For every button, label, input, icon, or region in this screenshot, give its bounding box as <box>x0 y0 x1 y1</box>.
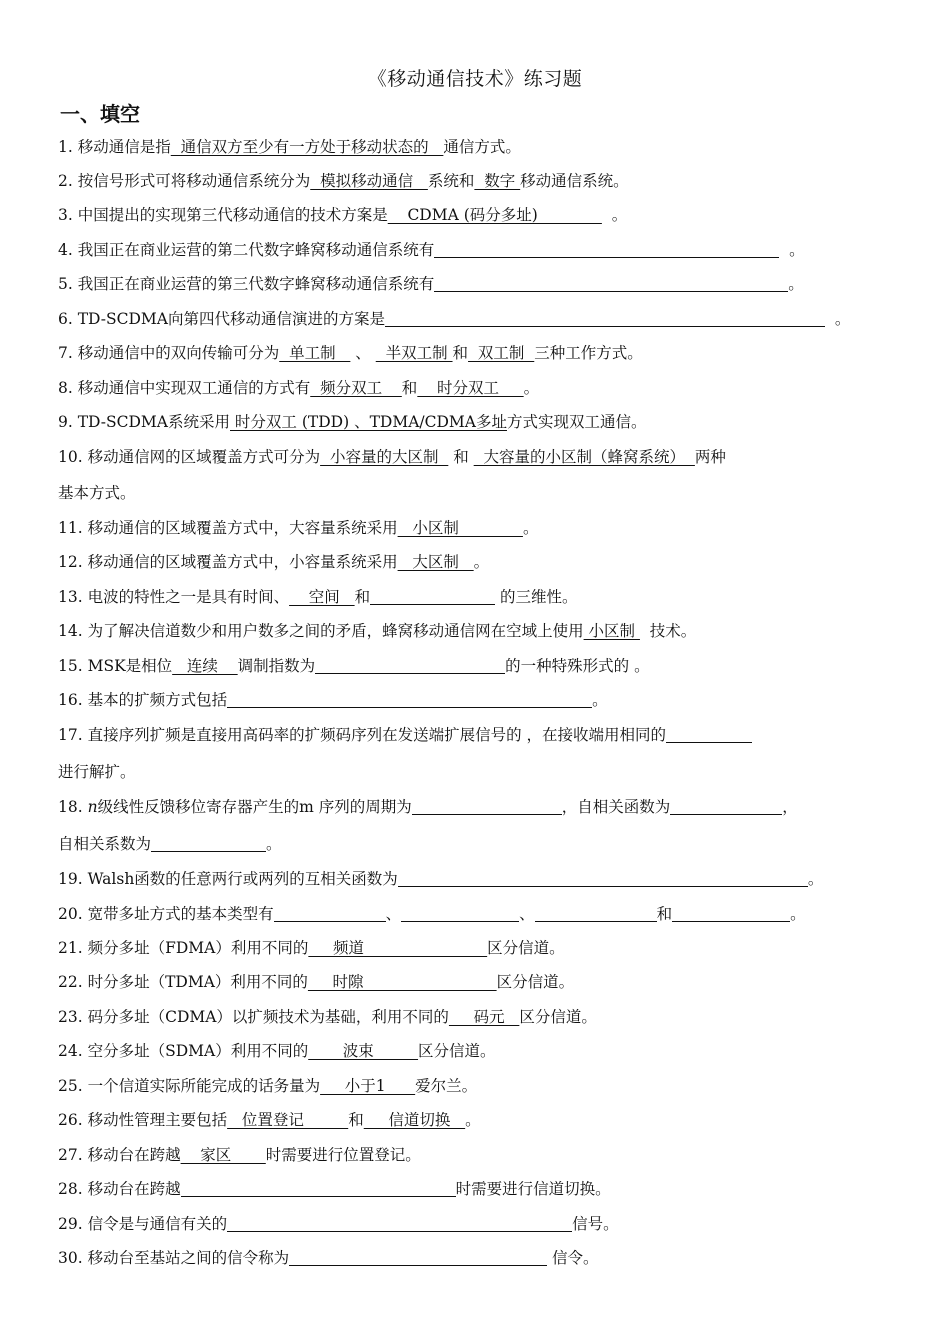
question-26: 26. 移动性管理主要包括 位置登记 和 信道切换 。 <box>58 1111 481 1129</box>
answer: 通信双方至少有一方处于移动状态的 <box>170 138 444 156</box>
answer: 连续 <box>172 657 238 675</box>
answer-blank <box>289 1247 547 1266</box>
answer: 小于1 <box>320 1077 416 1095</box>
answer: 时分双工 <box>417 379 524 397</box>
question-10: 10. 移动通信网的区域覆盖方式可分为 小容量的大区制 和 大容量的小区制（蜂窝系统） 两种 <box>58 448 726 466</box>
answer: 位置登记 <box>227 1111 349 1129</box>
question-20: 20. 宽带多址方式的基本类型有 、 、 和 。 <box>58 905 806 923</box>
question-30: 30. 移动台至基站之间的信令称为 信令。 <box>58 1249 599 1267</box>
question-6: 6. TD-SCDMA向第四代移动通信演进的方案是 。 <box>58 310 851 328</box>
answer: 频分双工 <box>310 379 402 397</box>
question-7: 7. 移动通信中的双向传输可分为 单工制 、 半双工制 和 双工制 三种工作方式。 <box>58 344 643 362</box>
answer: 半双工制 <box>375 344 453 362</box>
answer: 小区制 <box>397 519 523 537</box>
question-5: 5. 我国正在商业运营的第三代数字蜂窝移动通信系统有 。 <box>58 275 804 293</box>
answer-blank <box>315 655 505 674</box>
question-29: 29. 信令是与通信有关的 信号。 <box>58 1215 619 1233</box>
question-10-cont: 基本方式。 <box>58 484 136 502</box>
answer-blank <box>434 239 779 258</box>
question-28: 28. 移动台在跨越 时需要进行信道切换。 <box>58 1180 611 1198</box>
answer-blank <box>401 903 519 922</box>
answer: 码元 <box>448 1008 520 1026</box>
answer-blank <box>672 903 790 922</box>
answer: 时隙 <box>307 973 497 991</box>
question-22: 22. 时分多址（TDMA）利用不同的 时隙 区分信道。 <box>58 973 575 991</box>
question-18-cont: 自相关系数为 。 <box>58 835 282 853</box>
question-16: 16. 基本的扩频方式包括 。 <box>58 691 608 709</box>
question-13: 13. 电波的特性之一是具有时间、 空间 和 的三维性。 <box>58 588 578 606</box>
answer: 空间 <box>289 588 355 606</box>
question-24: 24. 空分多址（SDMA）利用不同的 波束 区分信道。 <box>58 1042 496 1060</box>
question-3: 3. 中国提出的实现第三代移动通信的技术方案是 CDMA (码分多址) 。 <box>58 206 628 224</box>
answer: 小区制 <box>583 622 640 640</box>
answer: 单工制 <box>279 344 351 362</box>
answer: 频道 <box>308 939 488 957</box>
question-9: 9. TD-SCDMA系统采用 时分双工 (TDD) 、TDMA/CDMA多址方式实现双工通信。 <box>58 413 647 431</box>
answer-blank <box>274 903 386 922</box>
answer: 模拟移动通信 <box>310 172 428 190</box>
question-17: 17. 直接序列扩频是直接用高码率的扩频码序列在发送端扩展信号的 ，在接收端用相同的 <box>58 718 898 752</box>
answer-blank <box>535 903 657 922</box>
answer-blank <box>227 689 592 708</box>
answer-blank <box>666 724 752 743</box>
answer-blank <box>370 586 495 605</box>
answer: 波束 <box>308 1042 419 1060</box>
answer: 大区制 <box>397 553 474 571</box>
question-17-cont: 进行解扩。 <box>58 763 136 781</box>
question-27: 27. 移动台在跨越 家区 时需要进行位置登记。 <box>58 1146 421 1164</box>
question-8: 8. 移动通信中实现双工通信的方式有 频分双工 和 时分双工 。 <box>58 379 540 397</box>
answer: 信道切换 <box>363 1111 466 1129</box>
answer: CDMA (码分多址) <box>387 206 602 224</box>
answer-blank <box>385 308 825 327</box>
answer: 双工制 <box>468 344 535 362</box>
answer-blank <box>227 1213 572 1232</box>
answer-blank <box>151 833 266 852</box>
question-4: 4. 我国正在商业运营的第二代数字蜂窝移动通信系统有 。 <box>58 241 805 259</box>
answer: 小容量的大区制 <box>320 448 449 466</box>
answer: 大容量的小区制（蜂窝系统） <box>473 448 695 466</box>
question-25: 25. 一个信道实际所能完成的话务量为 小于1 爱尔兰。 <box>58 1077 478 1095</box>
question-15: 15. MSK是相位 连续 调制指数为 的一种特殊形式的 。 <box>58 657 650 675</box>
question-21: 21. 频分多址（FDMA）利用不同的 频道 区分信道。 <box>58 939 565 957</box>
question-14: 14. 为了解决信道数少和用户数多之间的矛盾，蜂窝移动通信网在空域上使用 小区制 技术。 <box>58 622 697 640</box>
answer-blank <box>398 868 808 887</box>
answer-blank <box>434 273 788 292</box>
question-1: 1. 移动通信是指 通信双方至少有一方处于移动状态的 通信方式。 <box>58 138 521 156</box>
answer: 数字 <box>474 172 521 190</box>
question-11: 11. 移动通信的区域覆盖方式中，大容量系统采用 小区制 。 <box>58 519 539 537</box>
section-heading: 一、填空 <box>60 102 140 126</box>
question-18: 18. n级线性反馈移位寄存器产生的m 序列的周期为 ，自相关函数为 ， <box>58 798 798 816</box>
page-title: 《移动通信技术》练习题 <box>367 68 583 90</box>
question-23: 23. 码分多址（CDMA）以扩频技术为基础，利用不同的 码元 区分信道。 <box>58 1008 597 1026</box>
answer-blank <box>412 796 562 815</box>
question-19: 19. Walsh函数的任意两行或两列的互相关函数为 。 <box>58 870 824 888</box>
answer-blank <box>181 1178 456 1197</box>
answer-blank <box>670 796 782 815</box>
answer: 时分双工 (TDD) 、TDMA/CDMA多址 <box>230 413 507 431</box>
answer: 家区 <box>180 1146 266 1164</box>
question-12: 12. 移动通信的区域覆盖方式中，小容量系统采用 大区制 。 <box>58 553 490 571</box>
question-2: 2. 按信号形式可将移动通信系统分为 模拟移动通信 系统和 数字 移动通信系统。 <box>58 172 629 190</box>
